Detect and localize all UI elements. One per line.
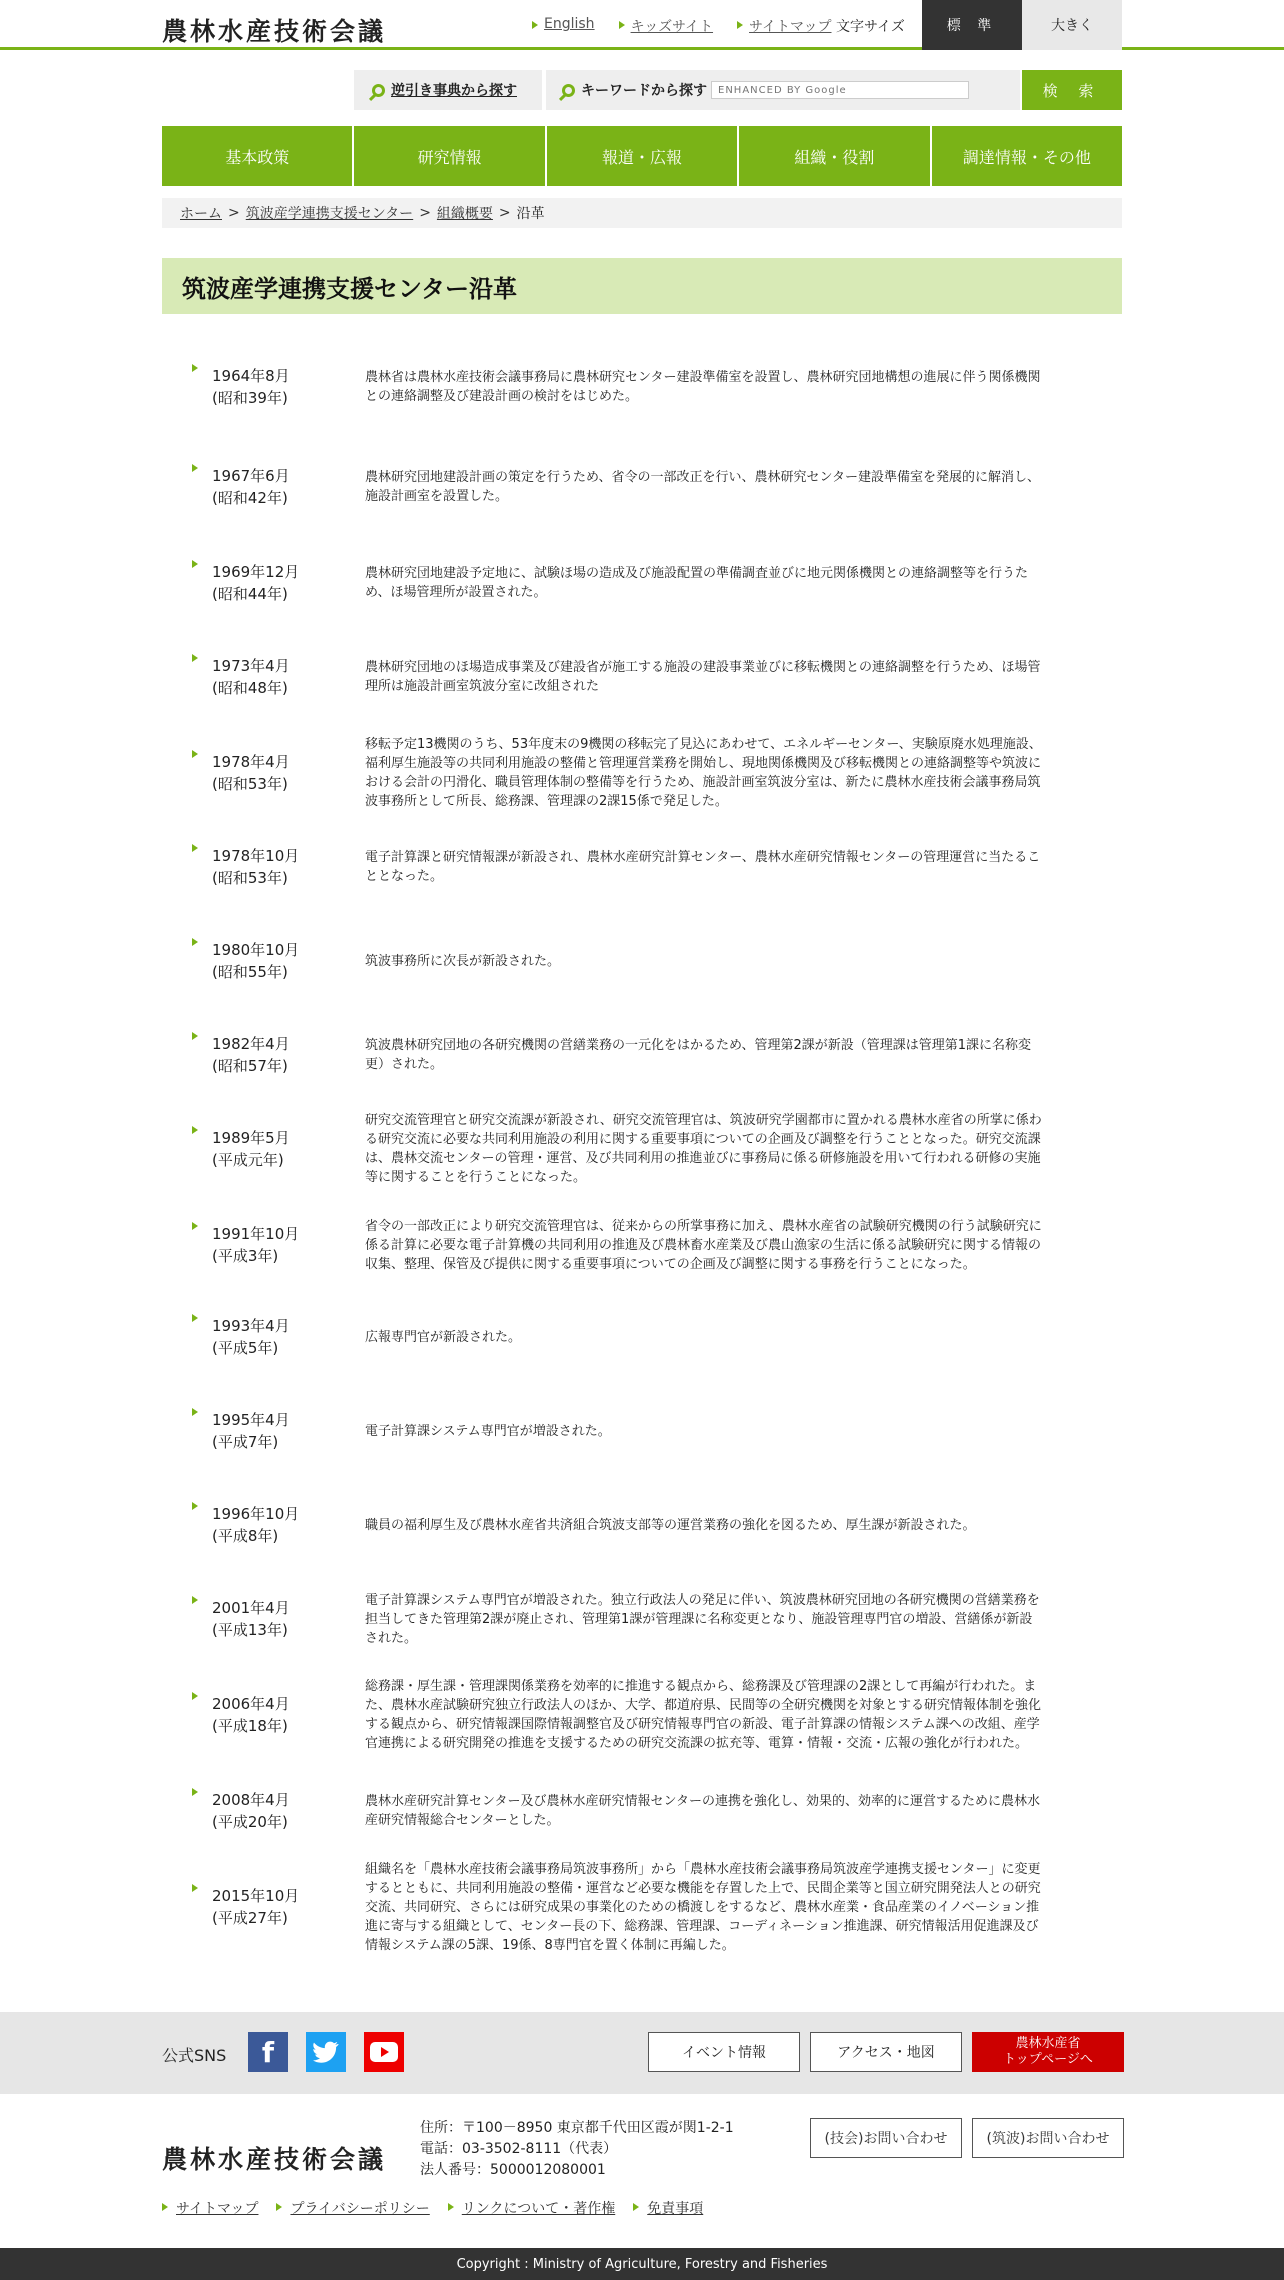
bullet-icon (192, 1408, 198, 1416)
timeline-row (162, 1668, 1122, 1762)
bullet-icon (192, 1692, 198, 1700)
timeline-date: 1996年10月 (平成8年) (212, 1505, 300, 1545)
font-size-large-button[interactable]: 大きく (1022, 0, 1122, 50)
breadcrumb-center[interactable]: 筑波産学連携支援センター (245, 206, 414, 222)
timeline-row (162, 914, 1122, 1008)
breadcrumb-separator: > (498, 205, 511, 221)
sitemap-link[interactable]: サイトマップ (735, 16, 831, 36)
top-links (530, 16, 832, 36)
maff-button-line1: 農林水産省 (1015, 2036, 1081, 2051)
copyright: Copyright : Ministry of Agriculture, Forestry and Fisheries (0, 2248, 1284, 2280)
privacy-policy-link[interactable]: プライバシーポリシー (276, 2198, 429, 2218)
timeline-date: 1978年10月 (昭和53年) (212, 847, 300, 887)
timeline-date: 1991年10月 (平成3年) (212, 1225, 300, 1265)
reverse-lookup-link[interactable] (354, 70, 542, 110)
timeline-date: 1964年8月 (昭和39年) (212, 367, 290, 407)
nav-basic-policy[interactable]: 基本政策 (162, 126, 352, 186)
timeline-row (162, 1860, 1122, 1954)
breadcrumb-home[interactable]: ホーム (180, 206, 222, 222)
font-size-label: 文字サイズ (836, 19, 905, 35)
bullet-icon (192, 364, 198, 372)
contact-tsukuba-button[interactable]: (筑波)お問い合わせ (972, 2118, 1124, 2158)
timeline-row (162, 440, 1122, 534)
nav-press[interactable]: 報道・広報 (547, 126, 737, 186)
breadcrumb-overview[interactable]: 組織概要 (436, 206, 493, 222)
timeline-description: 広報専門官が新設された。 (365, 1329, 522, 1345)
timeline-description: 筑波農林研究団地の各研究機関の営繕業務の一元化をはかるため、管理第2課が新設（管理課は管理第1課に名称変更）された。 (365, 1038, 1032, 1072)
address-line: 住所：〒100－8950 東京都千代田区霞が関1-2-1 (420, 2120, 734, 2136)
sns-label: 公式SNS (162, 2046, 227, 2065)
timeline-row (162, 1290, 1122, 1384)
timeline-date: 1980年10月 (昭和55年) (212, 941, 300, 981)
timeline-description: 農林研究団地のほ場造成事業及び建設省が施工する施設の建設事業並びに移転機関との連絡調整を行うため、ほ場管理所は施設計画室筑波分室に改組された (365, 660, 1041, 694)
global-nav (162, 126, 1122, 186)
timeline-description: 農林研究団地建設計画の策定を行うため、省令の一部改正を行い、農林研究センター建設準備室を発展的に解消し、施設計画室を設置した。 (365, 470, 1040, 504)
maff-button-line2: トップページへ (1003, 2052, 1093, 2067)
phone-line: 電話：03-3502-8111（代表） (420, 2141, 618, 2157)
twitter-icon[interactable] (306, 2032, 346, 2072)
search-icon (562, 84, 575, 97)
font-size-standard-button[interactable]: 標 準 (922, 0, 1022, 50)
maff-top-button[interactable] (972, 2032, 1124, 2072)
breadcrumb-separator: > (419, 205, 431, 221)
bullet-icon (192, 1032, 198, 1040)
page-title-bar (162, 258, 1122, 314)
bullet-icon (192, 464, 198, 472)
timeline-row (162, 1008, 1122, 1102)
timeline-row (162, 1384, 1122, 1478)
contact-gikai-button[interactable]: (技会)お問い合わせ (810, 2118, 962, 2158)
bullet-icon (192, 750, 198, 758)
timeline-description: 省令の一部改正により研究交流管理官は、従来からの所掌事務に加え、農林水産省の試験研究機関の行う試験研究に係る計算に必要な電子計算機の共同利用の推進及び農林畜水産業及び農山漁家の生活に係る試験研究に関する情報の収集、整理、保管及び提供に関する重要事項についての企画及び調整に関する事務を行うことになった。 (365, 1218, 1042, 1272)
keyword-search-box (546, 70, 1020, 110)
timeline-date: 2001年4月 (平成13年) (212, 1599, 290, 1639)
footer-logo[interactable]: 農林水産技術会議 (162, 2145, 387, 2174)
youtube-icon[interactable] (364, 2032, 404, 2072)
bullet-icon (192, 1314, 198, 1322)
bullet-icon (192, 938, 198, 946)
bullet-icon (192, 560, 198, 568)
timeline-row (162, 1572, 1122, 1666)
bullet-icon (192, 1596, 198, 1604)
kids-site-link[interactable]: キッズサイト (617, 16, 713, 36)
timeline-description: 農林省は農林水産技術会議事務局に農林研究センター建設準備室を設置し、農林研究団地構想の進展に伴う関係機関との連絡調整及び建設計画の検討をはじめた。 (365, 370, 1041, 404)
event-info-button[interactable]: イベント情報 (648, 2032, 800, 2072)
search-row (354, 70, 1122, 110)
site-logo[interactable]: 農林水産技術会議 (162, 17, 387, 46)
timeline-description: 組織名を「農林水産技術会議事務局筑波事務所」から「農林水産技術会議事務局筑波産学連携支援センター」に変更するとともに、共同利用施設の整備・運営など必要な機能を存置した上で、民間企業等と国立研究開発法人との研究交流、共同研究、さらには研究成果の事業化のための橋渡しをするなど、農林水産業・食品産業のイノベーション推進に寄与する組織として、センター長の下、総務課、管理課、コーディネーション推進課、研究情報活用促進課及び情報システム課の5課、19係、8専門官を置く体制に再編した。 (365, 1861, 1041, 1953)
timeline-row (162, 1478, 1122, 1572)
bullet-icon (192, 654, 198, 662)
bullet-icon (192, 1788, 198, 1796)
timeline-date: 2006年4月 (平成18年) (212, 1695, 290, 1735)
timeline-row (162, 1198, 1122, 1292)
access-map-button[interactable]: アクセス・地図 (810, 2032, 962, 2072)
search-input[interactable] (711, 81, 969, 99)
timeline-description: 農林研究団地建設予定地に、試験ほ場の造成及び施設配置の準備調査並びに地元関係機関との連絡調整等を行うため、ほ場管理所が設置された。 (365, 566, 1029, 600)
timeline-date: 1973年4月 (昭和48年) (212, 657, 290, 697)
timeline-row (162, 1102, 1122, 1196)
breadcrumb-current: 沿革 (516, 206, 545, 222)
timeline-date: 1967年6月 (昭和42年) (212, 467, 290, 507)
nav-research-info[interactable]: 研究情報 (354, 126, 544, 186)
timeline-description: 筑波事務所に次長が新設された。 (365, 953, 561, 969)
bullet-icon (192, 1126, 198, 1134)
footer-sitemap-link[interactable]: サイトマップ (162, 2198, 258, 2218)
timeline-description: 電子計算課システム専門官が増設された。独立行政法人の発足に伴い、筑波農林研究団地の各研究機関の営繕業務を担当してきた管理第2課が廃止され、管理第1課が管理課に名称変更となり、施設管理専門官の増設、営繕係が新設された。 (365, 1592, 1040, 1646)
timeline-row (162, 630, 1122, 724)
corporate-number-line: 法人番号：5000012080001 (420, 2162, 606, 2178)
timeline-description: 電子計算課と研究情報課が新設され、農林水産研究計算センター、農林水産研究情報センターの管理運営に当たることとなった。 (365, 850, 1041, 884)
page-title: 筑波産学連携支援センター沿革 (182, 274, 518, 303)
timeline-row (162, 820, 1122, 914)
timeline-date: 2015年10月 (平成27年) (212, 1887, 300, 1927)
search-button[interactable]: 検 索 (1022, 70, 1122, 110)
timeline-description: 電子計算課システム専門官が増設された。 (365, 1423, 611, 1439)
link-copyright-link[interactable]: リンクについて・著作権 (448, 2198, 615, 2218)
timeline-description: 総務課・厚生課・管理課関係業務を効率的に推進する観点から、総務課及び管理課の2課として再編が行われた。また、農林水産試験研究独立行政法人のほか、大学、都道府県、民間等の全研究機関を対象とする研究情報体制を強化する観点から、研究情報課国際情報調整官及び研究情報専門官の新設、電子計算課の情報システム課への改組、産学官連携による研究開発の推進を支援するための研究交流課の拡充等、電算・情報・交流・広報の強化が行われた。 (365, 1679, 1042, 1751)
bullet-icon (192, 1884, 198, 1892)
timeline-row (162, 340, 1122, 434)
nav-procurement[interactable]: 調達情報・その他 (932, 126, 1122, 186)
timeline-date: 1978年4月 (昭和53年) (212, 753, 290, 793)
bullet-icon (192, 844, 198, 852)
search-icon (372, 84, 385, 97)
timeline-date: 1993年4月 (平成5年) (212, 1317, 290, 1357)
timeline-description: 移転予定13機関のうち、53年度末の9機関の移転完了見込にあわせて、エネルギーセンター、実験原廃水処理施設、福利厚生施設等の共同利用施設の整備と管理運営業務を開始し、現地関係機関及び移転機関との連絡調整等や筑波における会計の円滑化、職員管理体制の整備等を行うため、施設計画室筑波分室は、新たに農林水産技術会議事務局筑波事務所として所長、総務課、管理課の2課15係で発足した。 (365, 737, 1042, 809)
timeline-description: 研究交流管理官と研究交流課が新設され、研究交流管理官は、筑波研究学園都市に置かれる農林水産省の所掌に係わる研究交流に必要な共同利用施設の利用に関する重要事項についての企画及び調整を行うこととなった。研究交流課は、農林交流センターの管理・運営、及び共同利用の推進並びに事務局に係る研修施設を用いて行われる研修の実施等に関することを行うことになった。 (365, 1113, 1042, 1185)
timeline-date: 1995年4月 (平成7年) (212, 1411, 290, 1451)
sns-bar (0, 2012, 1284, 2094)
disclaimer-link[interactable]: 免責事項 (633, 2198, 703, 2218)
timeline-row (162, 536, 1122, 630)
breadcrumb-separator: > (228, 205, 240, 221)
site-header (0, 0, 1284, 50)
timeline-row (162, 726, 1122, 820)
timeline-date: 1989年5月 (平成元年) (212, 1129, 290, 1169)
bullet-icon (192, 1502, 198, 1510)
breadcrumb (162, 198, 1122, 228)
footer-links (162, 2198, 703, 2218)
footer-address (420, 2118, 734, 2181)
timeline-date: 1969年12月 (昭和44年) (212, 563, 300, 603)
reverse-lookup-label: 逆引き事典から探す (391, 83, 517, 99)
timeline-date: 2008年4月 (平成20年) (212, 1791, 290, 1831)
nav-organization[interactable]: 組織・役割 (739, 126, 929, 186)
timeline-description: 農林水産研究計算センター及び農林水産研究情報センターの連携を強化し、効果的、効率的に運営するために農林水産研究情報総合センターとした。 (365, 1794, 1040, 1828)
timeline-date: 1982年4月 (昭和57年) (212, 1035, 290, 1075)
english-link[interactable]: English (530, 16, 595, 36)
keyword-search-label: キーワードから探す (581, 83, 707, 99)
timeline-row (162, 1764, 1122, 1858)
bullet-icon (192, 1222, 198, 1230)
timeline-description: 職員の福利厚生及び農林水産省共済組合筑波支部等の運営業務の強化を図るため、厚生課が新設された。 (365, 1517, 976, 1533)
facebook-icon[interactable]: f (248, 2032, 288, 2072)
